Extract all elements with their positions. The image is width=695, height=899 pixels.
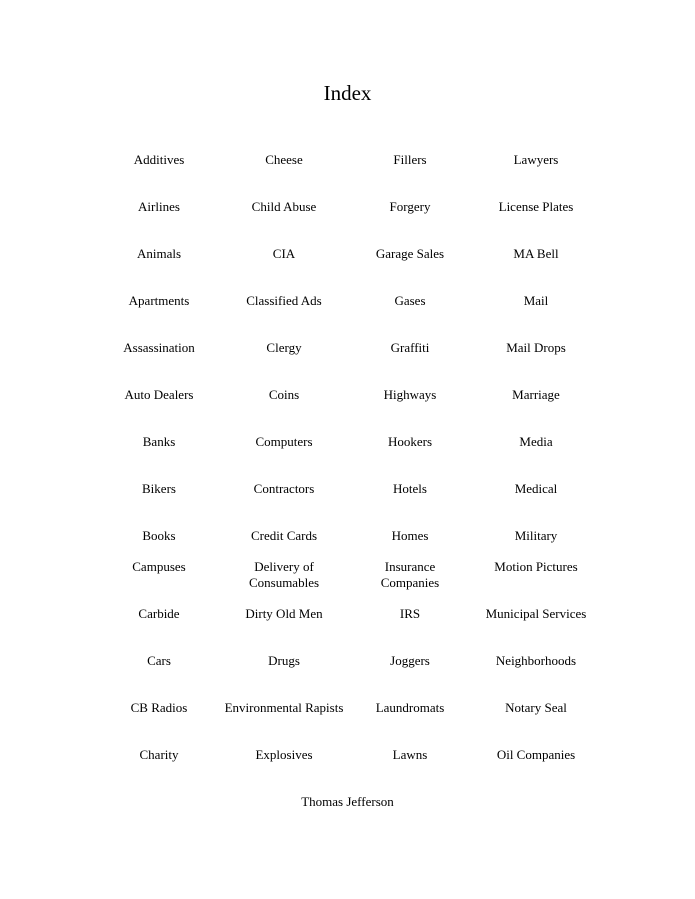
page-title: Index xyxy=(323,81,372,105)
index-entry: Classified Ads xyxy=(246,293,322,308)
index-entry: Additives xyxy=(133,152,185,167)
index-entry: Dirty Old Men xyxy=(245,606,323,621)
index-entry: Hookers xyxy=(387,434,433,449)
index-entry: Highways xyxy=(383,387,437,402)
index-entry: Environmental Rapists xyxy=(224,700,344,715)
index-entry: Forgery xyxy=(389,199,431,214)
index-entry: Animals xyxy=(136,246,182,261)
index-entry: Explosives xyxy=(255,747,313,762)
index-entry: Carbide xyxy=(138,606,180,621)
index-entry: Lawns xyxy=(392,747,428,762)
index-entry: Cheese xyxy=(265,152,303,167)
index-entry: MA Bell xyxy=(513,246,559,261)
index-entry: Gases xyxy=(394,293,426,308)
index-entry: Marriage xyxy=(512,387,560,402)
index-entry: Graffiti xyxy=(390,340,430,355)
index-entry: Lawyers xyxy=(513,152,559,167)
index-entry: Computers xyxy=(255,434,313,449)
index-entry: Laundromats xyxy=(375,700,445,715)
index-entry: Oil Companies xyxy=(496,747,576,762)
index-entry: CIA xyxy=(272,246,296,261)
index-entry: Clergy xyxy=(266,340,302,355)
index-entry: Joggers xyxy=(390,653,430,668)
index-entry: Motion Pictures xyxy=(494,559,578,574)
index-entry: Garage Sales xyxy=(375,246,445,261)
index-entry: License Plates xyxy=(498,199,574,214)
index-entry: Auto Dealers xyxy=(124,387,194,402)
index-entry: Assassination xyxy=(123,340,195,355)
index-entry: Media xyxy=(519,434,553,449)
index-entry: Neighborhoods xyxy=(495,653,577,668)
index-entry: Banks xyxy=(142,434,176,449)
index-entry: Airlines xyxy=(138,199,180,214)
index-entry: Cars xyxy=(147,653,171,668)
index-entry: Municipal Services xyxy=(485,606,587,621)
index-entry: Notary Seal xyxy=(505,700,567,715)
index-entry: Mail Drops xyxy=(506,340,566,355)
index-entry: Charity xyxy=(139,747,179,762)
index-entry: Coins xyxy=(268,387,300,402)
index-entry: Delivery of Consumables xyxy=(248,559,320,590)
index-entry: IRS xyxy=(399,606,421,621)
index-entry: Books xyxy=(142,528,176,543)
index-entry: Fillers xyxy=(393,152,427,167)
footer-name: Thomas Jefferson xyxy=(301,794,394,809)
index-entry: Insurance Companies xyxy=(380,559,440,590)
index-entry: Military xyxy=(514,528,558,543)
index-entry: Drugs xyxy=(268,653,300,668)
index-entry: Hotels xyxy=(393,481,427,496)
index-entry: Homes xyxy=(391,528,429,543)
index-entry: Medical xyxy=(514,481,558,496)
index-entry: Credit Cards xyxy=(250,528,318,543)
index-entry: Bikers xyxy=(142,481,176,496)
index-entry: Contractors xyxy=(253,481,315,496)
index-entry: Apartments xyxy=(128,293,190,308)
index-entry: Child Abuse xyxy=(251,199,317,214)
index-entry: Mail xyxy=(523,293,549,308)
index-entry: Campuses xyxy=(132,559,186,574)
index-entry: CB Radios xyxy=(130,700,188,715)
